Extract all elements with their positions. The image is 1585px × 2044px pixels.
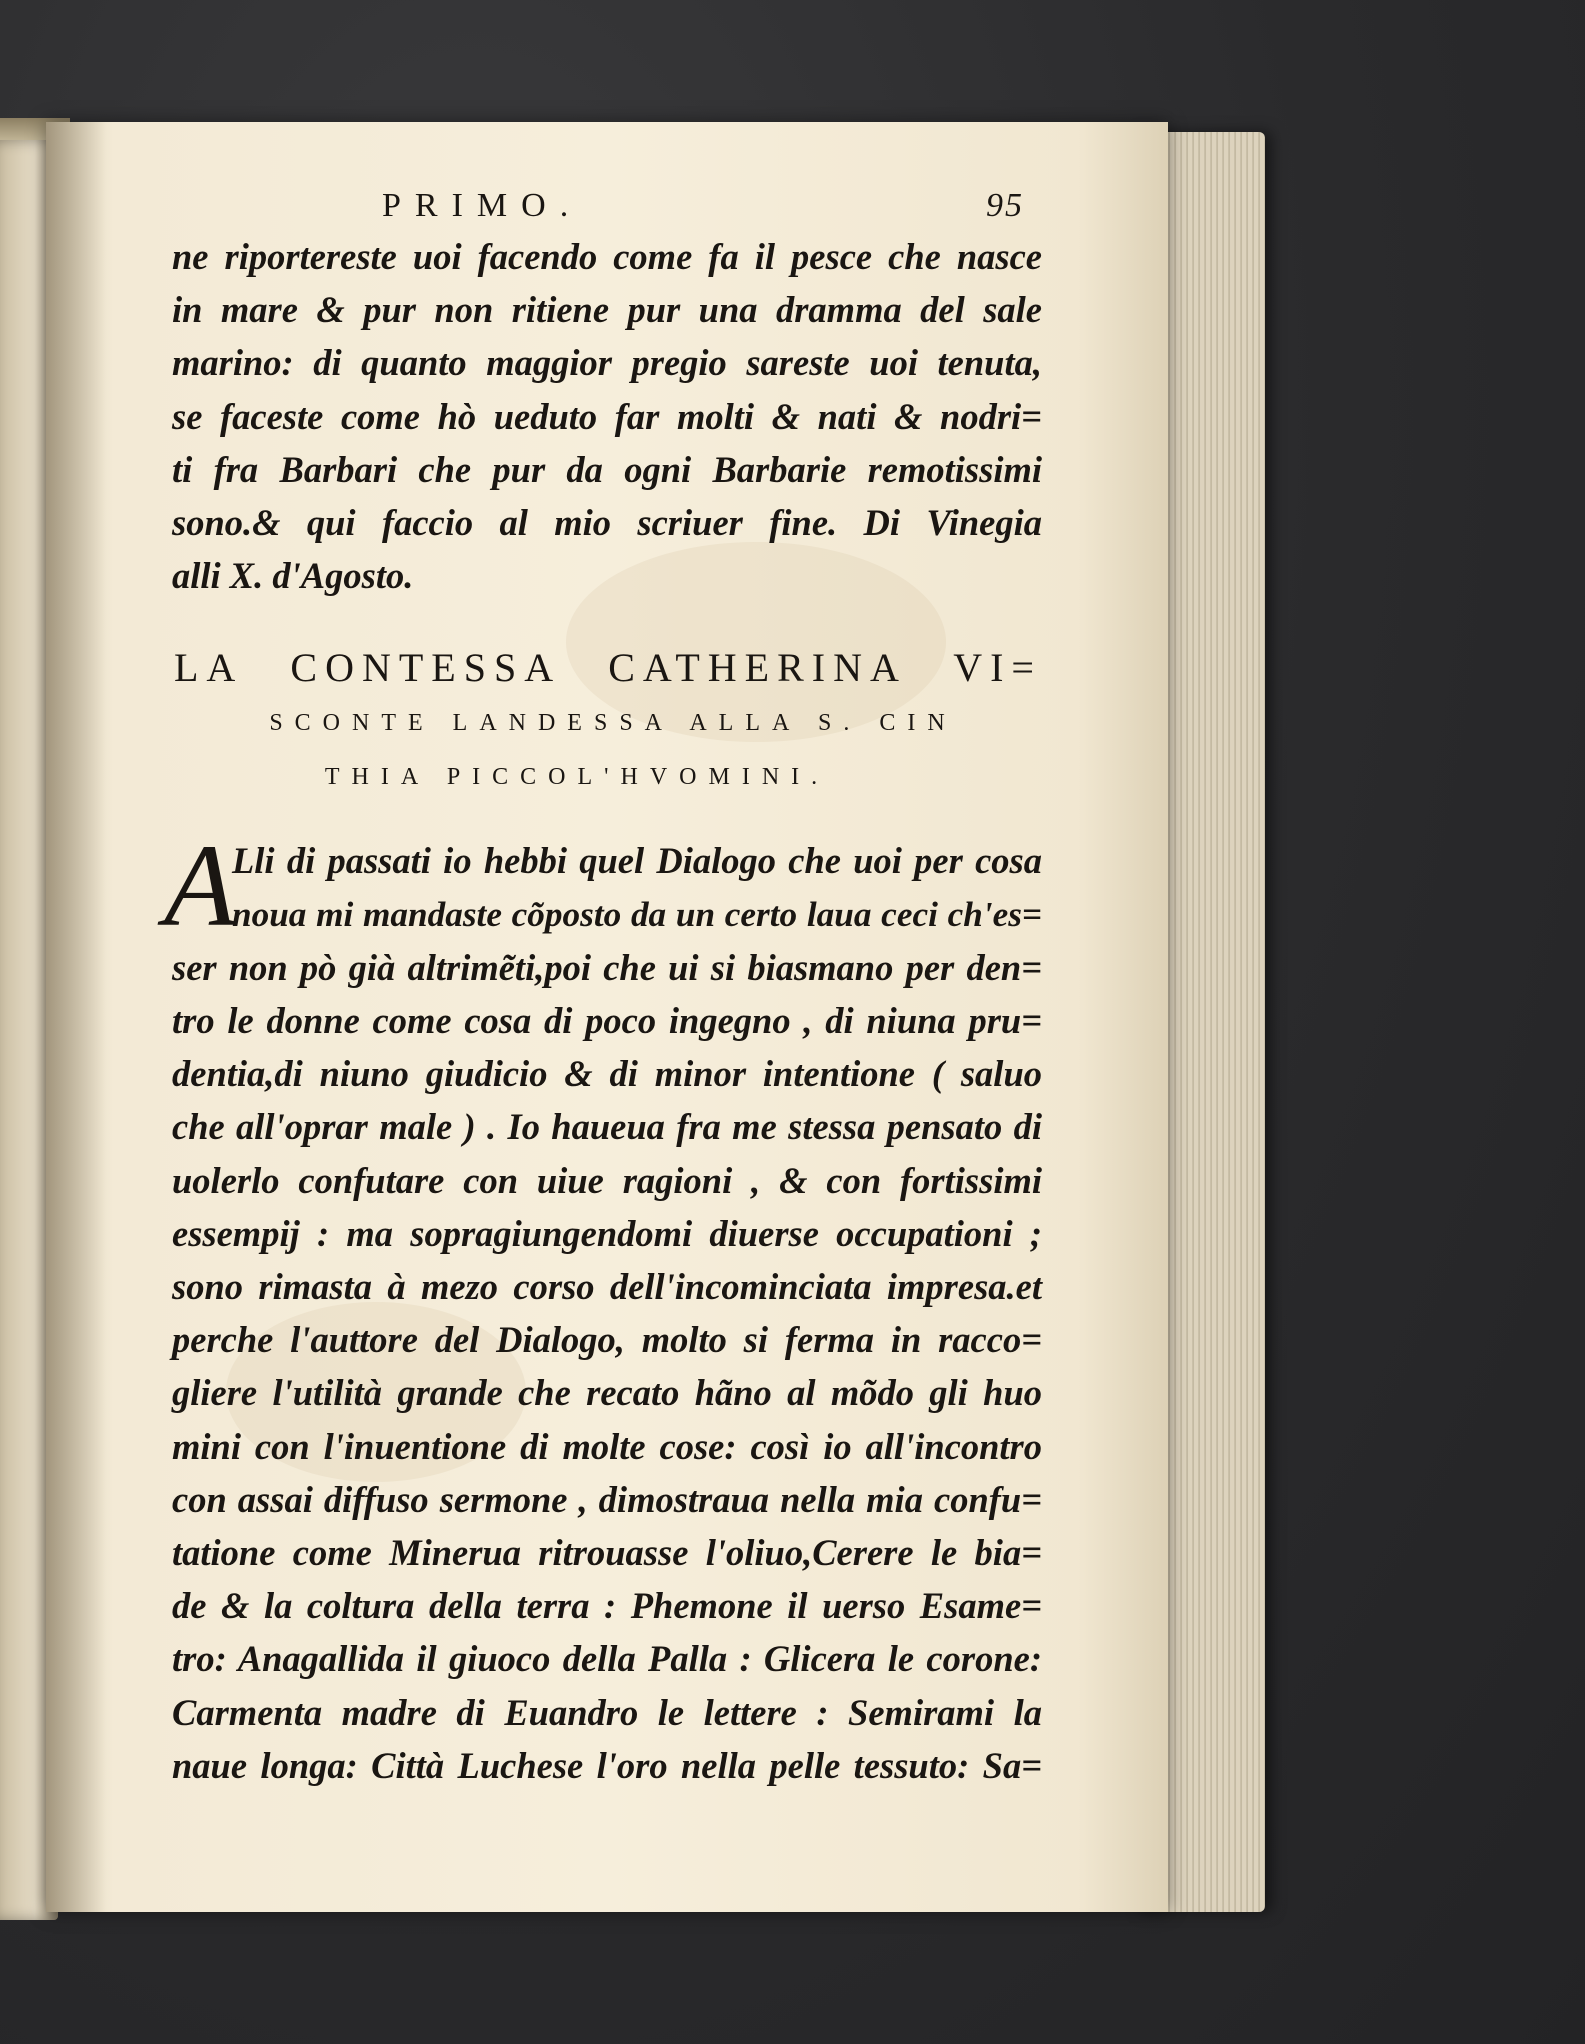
text-line: ne riportereste uoi facendo come fa il pesce che nasce bbox=[172, 236, 1042, 277]
text-line: noua mi mandaste cõposto da un certo laua ceci ch'es= bbox=[232, 894, 1042, 934]
page-number: 95 bbox=[986, 187, 1024, 224]
text-line: sono.& qui faccio al mio scriuer fine. Di Vinegia bbox=[172, 502, 1042, 544]
text-line: de & la coltura della terra : Phemone il uerso Esame= bbox=[172, 1585, 1042, 1627]
text-block bbox=[164, 184, 1042, 1792]
text-line: ti fra Barbari che pur da ogni Barbarie remotissimi bbox=[172, 448, 1042, 490]
gutter-shadow bbox=[46, 122, 106, 1912]
text-line: dentia,di niuno giudicio & di minor intentione ( saluo bbox=[172, 1053, 1042, 1095]
closing-paragraph bbox=[172, 230, 1042, 602]
drop-cap: A bbox=[164, 820, 237, 952]
letter-heading bbox=[172, 640, 1042, 804]
text-line: naue longa: Città Luchese l'oro nella pelle tessuto: Sa= bbox=[172, 1744, 1042, 1786]
text-line: sono rimasta à mezo corso dell'incominciata impresa.et bbox=[172, 1266, 1042, 1308]
text-line: ser non pò già altrimẽti,poi che ui si biasmano per den= bbox=[172, 946, 1042, 988]
letter-body bbox=[164, 820, 1042, 1792]
text-line: gliere l'utilità grande che recato hãno al mõdo gli huo bbox=[172, 1372, 1042, 1414]
text-line: essempij : ma sopragiungendomi diuerse occupationi ; bbox=[172, 1212, 1042, 1254]
text-line: tro: Anagallida il giuoco della Palla : Glicera le corone: bbox=[172, 1638, 1042, 1680]
text-line: tatione come Minerua ritrouasse l'oliuo,Cerere le bia= bbox=[172, 1532, 1042, 1574]
running-head-title: PRIMO. bbox=[382, 187, 583, 224]
text-line: perche l'auttore del Dialogo, molto si ferma in racco= bbox=[172, 1319, 1042, 1361]
text-line: in mare & pur non ritiene pur una dramma del sale bbox=[172, 289, 1042, 331]
heading-line: THIA PICCOL'HVOMINI. bbox=[324, 764, 830, 791]
heading-line: SCONTE LANDESSA ALLA S. CIN bbox=[269, 710, 957, 737]
text-line: se faceste come hò ueduto far molti & nati & nodri= bbox=[172, 395, 1042, 437]
text-line: mini con l'inuentione di molte cose: così io all'incontro bbox=[172, 1425, 1042, 1467]
text-line: con assai diffuso sermone , dimostraua nella mia confu= bbox=[172, 1478, 1042, 1520]
running-head bbox=[172, 184, 1042, 228]
text-line: Lli di passati io hebbi quel Dialogo che uoi per cosa bbox=[232, 840, 1042, 882]
recto-page bbox=[46, 122, 1168, 1912]
text-line: marino: di quanto maggior pregio sareste uoi tenuta, bbox=[172, 342, 1042, 384]
text-line: uolerlo confutare con uiue ragioni , & con fortissimi bbox=[172, 1159, 1042, 1201]
text-line: Carmenta madre di Euandro le lettere : Semirami la bbox=[172, 1691, 1042, 1733]
text-line: alli X. d'Agosto. bbox=[172, 555, 414, 597]
heading-line: LA CONTESSA CATHERINA VI= bbox=[174, 645, 1042, 691]
text-line: tro le donne come cosa di poco ingegno , di niuna pru= bbox=[172, 1000, 1042, 1042]
text-line: che all'oprar male ) . Io haueua fra me stessa pensato di bbox=[172, 1106, 1042, 1148]
